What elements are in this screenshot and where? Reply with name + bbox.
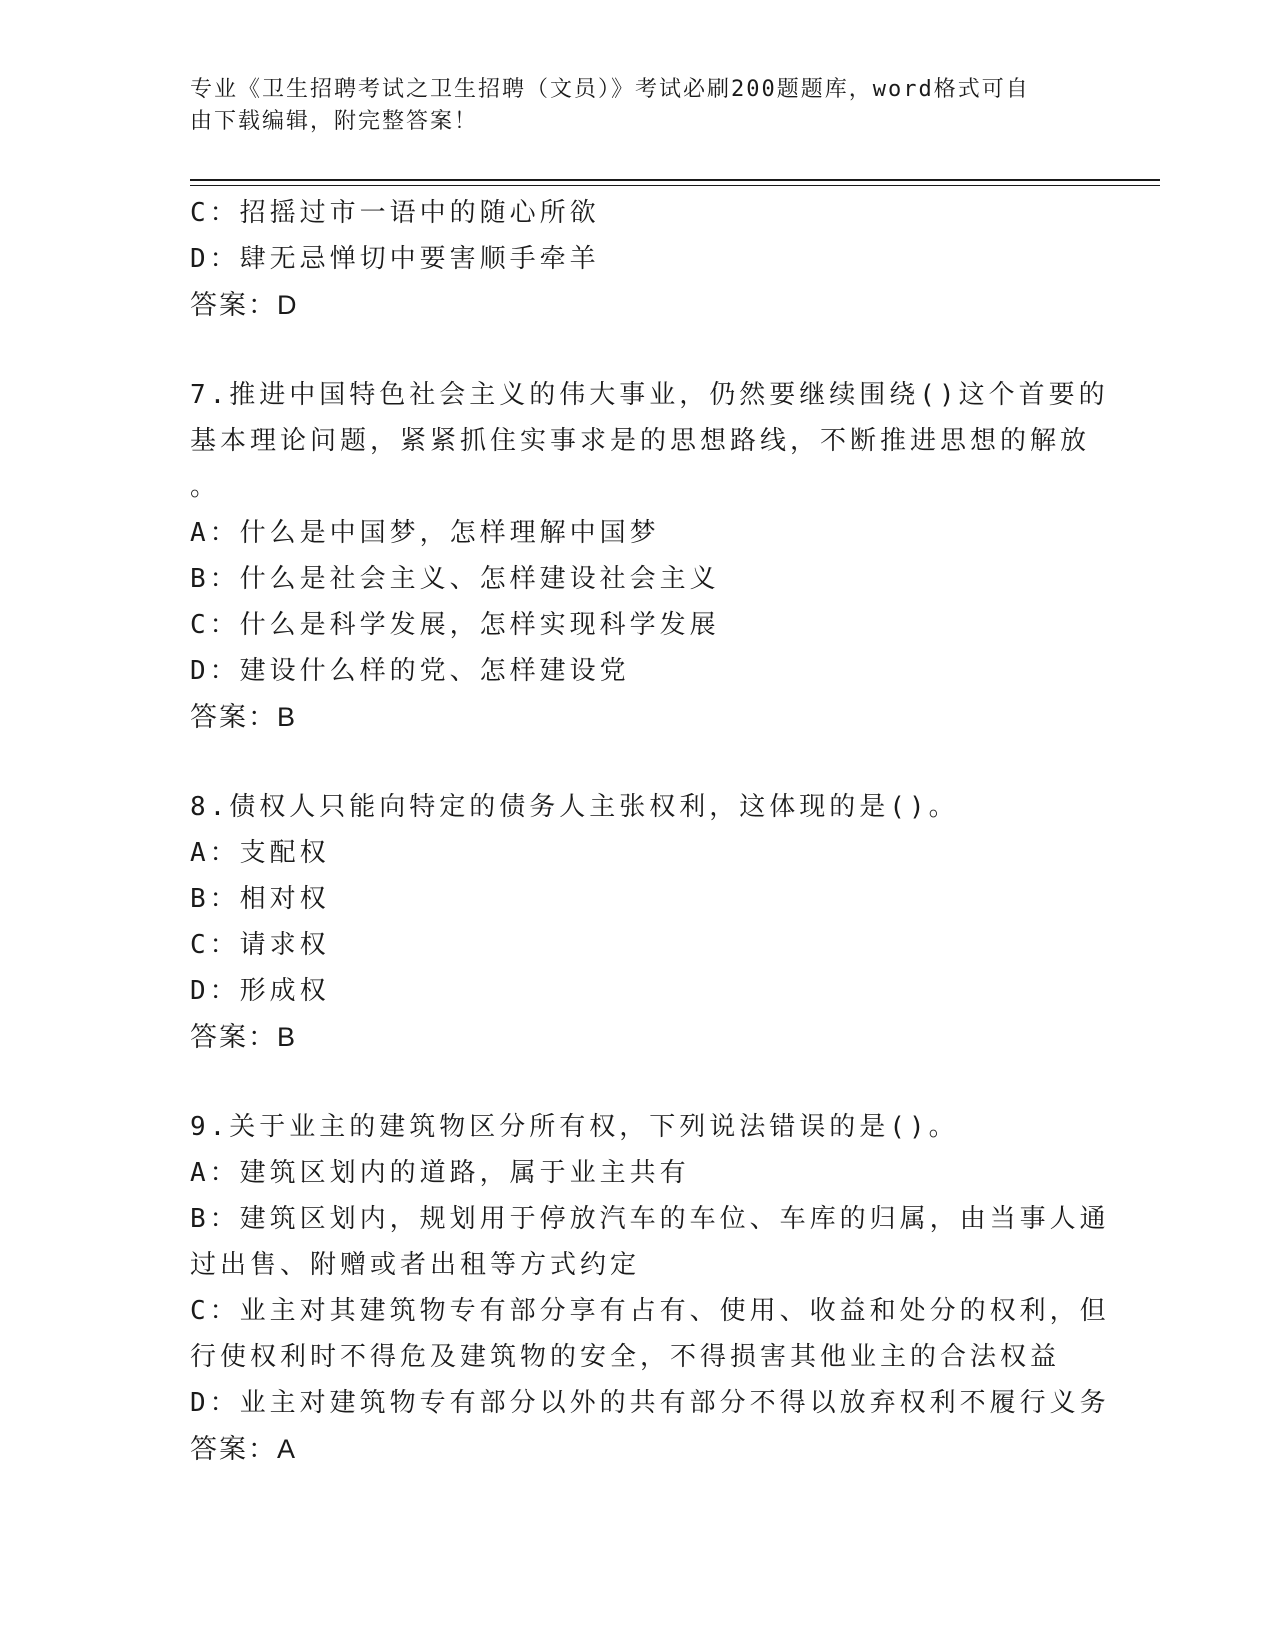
question-8 (190, 784, 1090, 1060)
option-b: B：相对权 (190, 884, 330, 914)
option-c: C：业主对其建筑物专有部分享有占有、使用、收益和处分的权利，但 (190, 1296, 1110, 1326)
option-b: B：建筑区划内，规划用于停放汽车的车位、车库的归属，由当事人通 (190, 1204, 1110, 1234)
option-c: C：招摇过市一语中的随心所欲 (190, 198, 600, 228)
option-d: D：建设什么样的党、怎样建设党 (190, 656, 630, 686)
option-b-continued: 过出售、附赠或者出租等方式约定 (190, 1250, 641, 1280)
question-stem: 8.债权人只能向特定的债务人主张权利，这体现的是()。 (190, 792, 959, 822)
question-stem: 基本理论问题，紧紧抓住实事求是的思想路线，不断推进思想的解放 (190, 426, 1091, 456)
option-c-continued: 行使权利时不得危及建筑物的安全，不得损害其他业主的合法权益 (190, 1342, 1061, 1372)
option-d: D：业主对建筑物专有部分以外的共有部分不得以放弃权利不履行义务 (190, 1388, 1110, 1418)
spacer (190, 740, 1090, 784)
option-d: D：肆无忌惮切中要害顺手牵羊 (190, 244, 600, 274)
spacer (190, 328, 1090, 372)
question-stem: 。 (190, 472, 221, 502)
option-a: A：建筑区划内的道路，属于业主共有 (190, 1158, 690, 1188)
header-divider-thin (190, 185, 1160, 186)
option-a: A：什么是中国梦，怎样理解中国梦 (190, 518, 660, 548)
question-stem: 9.关于业主的建筑物区分所有权，下列说法错误的是()。 (190, 1112, 959, 1142)
answer-line: 答案：B (190, 1022, 298, 1052)
option-b: B：什么是社会主义、怎样建设社会主义 (190, 564, 720, 594)
document-body (190, 190, 1110, 1472)
option-a: A：支配权 (190, 838, 330, 868)
option-d: D：形成权 (190, 976, 330, 1006)
question-9 (190, 1104, 1110, 1472)
answer-line: 答案：B (190, 702, 298, 732)
answer-line: 答案：A (190, 1434, 298, 1464)
answer-line: 答案：D (190, 290, 299, 320)
option-c: C：什么是科学发展，怎样实现科学发展 (190, 610, 720, 640)
question-stem: 7.推进中国特色社会主义的伟大事业，仍然要继续围绕()这个首要的 (190, 380, 1109, 410)
header-line-1: 专业《卫生招聘考试之卫生招聘（文员）》考试必刷200题题库，word格式可自 (190, 77, 1030, 102)
header-divider-thick (190, 179, 1160, 181)
document-header (190, 74, 1090, 138)
option-c: C：请求权 (190, 930, 330, 960)
spacer (190, 1060, 1090, 1104)
question-fragment (190, 190, 1090, 328)
question-7 (190, 372, 1109, 740)
header-line-2: 由下载编辑，附完整答案！ (190, 109, 479, 134)
